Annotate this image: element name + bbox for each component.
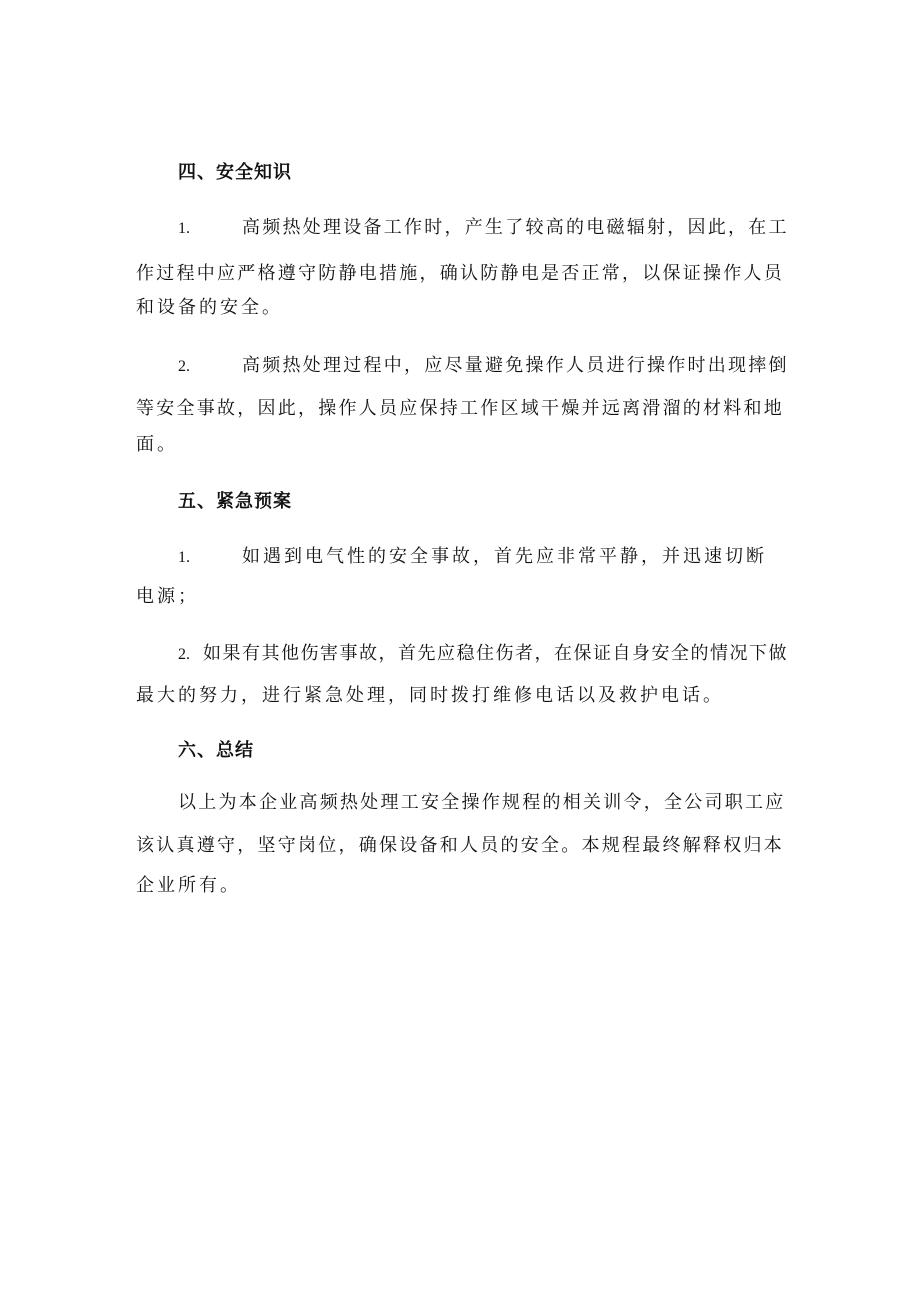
paragraph-line: 如果有其他伤害事故，首先应稳住伤者，在保证自身安全的情况下做 [203, 643, 788, 664]
paragraph-line: 以上为本企业高频热处理工安全操作规程的相关训令，全公司职工应 [178, 792, 786, 813]
paragraph-line: 高频热处理设备工作时，产生了较高的电磁辐射，因此，在工 [242, 217, 789, 238]
paragraph-line: 等安全事故，因此，操作人员应保持工作区域干燥并远离滑溜的材料和地 [136, 398, 784, 419]
list-number: 1. [178, 220, 190, 237]
paragraph-line: 企业所有。 [136, 875, 241, 896]
paragraph-line: 面。 [136, 434, 178, 455]
paragraph-line: 电源； [136, 586, 199, 607]
paragraph-line: 作过程中应严格遵守防静电措施，确认防静电是否正常，以保证操作人员 [136, 263, 784, 284]
list-number: 2. [178, 646, 190, 663]
section-5-heading: 五、紧急预案 [178, 491, 292, 512]
list-number: 2. [178, 358, 190, 375]
paragraph-line: 如遇到电气性的安全事故，首先应非常平静，并迅速切断 [242, 546, 767, 567]
paragraph-line: 高频热处理过程中，应尽量避免操作人员进行操作时出现摔倒 [242, 355, 789, 376]
list-number: 1. [178, 549, 190, 566]
paragraph-line: 和设备的安全。 [136, 297, 283, 318]
paragraph-line: 最大的努力，进行紧急处理，同时拨打维修电话以及救护电话。 [136, 685, 724, 706]
section-4-heading: 四、安全知识 [178, 162, 292, 183]
paragraph-line: 该认真遵守，坚守岗位，确保设备和人员的安全。本规程最终解释权归本 [136, 835, 784, 856]
section-6-heading: 六、总结 [178, 740, 254, 761]
